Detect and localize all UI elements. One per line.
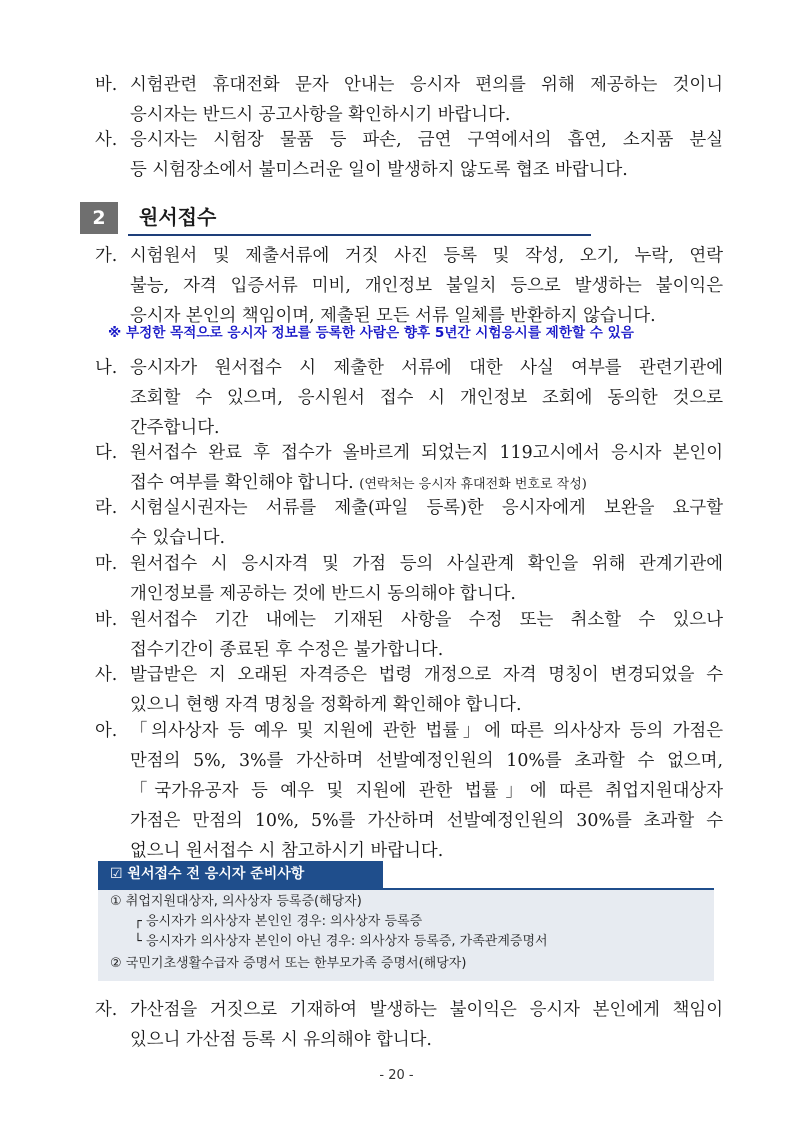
list-item-a: [95, 716, 723, 866]
item-marker: 나.: [95, 358, 118, 378]
prep-box-row: ② 국민기초생활수급자 증명서 또는 한부모가족 증명서(해당자): [110, 956, 467, 971]
item-marker: 사.: [95, 665, 118, 685]
list-item-ga: [95, 241, 723, 331]
item-marker: 자.: [95, 1000, 118, 1020]
item-marker: 바.: [95, 610, 118, 630]
item-line: 시험관련 휴대전화 문자 안내는 응시자 편의를 위해 제공하는 것이니: [130, 75, 723, 95]
prep-box-row: └ 응시자가 의사상자 본인이 아닌 경우: 의사상자 등록증, 가족관계증명서: [134, 934, 548, 949]
item-line: 가점은 만점의 10%, 5%를 가산하며 선발예정인원의 30%를 초과할 수: [130, 811, 723, 831]
item-line: 있으니 현행 자격 명칭을 정확하게 확인해야 합니다.: [130, 695, 522, 715]
item-line: 접수기간이 종료된 후 수정은 불가합니다.: [130, 640, 444, 660]
prep-box-title: ☑ 원서접수 전 응시자 준비사항: [98, 861, 383, 888]
list-item-sa-intro: [95, 125, 723, 185]
item-line: 시험원서 및 제출서류에 거짓 사진 등록 및 작성, 오기, 누락, 연락: [130, 246, 723, 266]
item-marker: 가.: [95, 246, 118, 266]
item-line: 원서접수 기간 내에는 기재된 사항을 수정 또는 취소할 수 있으나: [130, 610, 723, 630]
warning-note: ※ 부정한 목적으로 응시자 정보를 등록한 사람은 향후 5년간 시험응시를 제한할 수 있음: [108, 325, 634, 341]
list-item-ja: [95, 995, 723, 1055]
item-line: 응시자 본인의 책임이며, 제출된 모든 서류 일체를 반환하지 않습니다.: [130, 306, 656, 326]
item-line: 원서접수 완료 후 접수가 올바르게 되었는지 119고시에서 응시자 본인이: [130, 443, 723, 463]
list-item-na: [95, 353, 723, 443]
item-line: 간주합니다.: [130, 418, 220, 438]
section-number: 2: [80, 202, 118, 234]
item-line: 응시자는 시험장 물품 등 파손, 금연 구역에서의 흡연, 소지품 분실: [130, 130, 723, 150]
item-marker: 다.: [95, 443, 118, 463]
item-line: 「국가유공자 등 예우 및 지원에 관한 법률」에 따른 취업지원대상자: [130, 781, 723, 801]
prep-box: [98, 888, 714, 981]
item-line: 없으니 원서접수 시 참고하시기 바랍니다.: [130, 841, 444, 861]
item-line: 있으니 가산점 등록 시 유의해야 합니다.: [130, 1030, 432, 1050]
item-line: 응시자가 원서접수 시 제출한 서류에 대한 사실 여부를 관련기관에: [130, 358, 723, 378]
list-item-ma: [95, 549, 723, 609]
item-marker: 사.: [95, 130, 118, 150]
item-line: 「의사상자 등 예우 및 지원에 관한 법률」에 따른 의사상자 등의 가점은: [130, 721, 723, 741]
prep-box-row: ┌ 응시자가 의사상자 본인인 경우: 의사상자 등록증: [134, 914, 423, 929]
list-item-sa: [95, 660, 723, 720]
list-item-ba: [95, 605, 723, 665]
page-number: - 20 -: [379, 1068, 414, 1083]
item-line: 접수 여부를 확인해야 합니다.: [130, 473, 354, 493]
item-marker: 아.: [95, 721, 118, 741]
item-line: 개인정보를 제공하는 것에 반드시 동의해야 합니다.: [130, 584, 516, 604]
item-line: 수 있습니다.: [130, 528, 226, 548]
item-line: 시험실시권자는 서류를 제출(파일 등록)한 응시자에게 보완을 요구할: [130, 498, 723, 518]
item-line: 만점의 5%, 3%를 가산하며 선발예정인원의 10%를 초과할 수 없으며,: [130, 751, 723, 771]
list-item-ba-intro: [95, 70, 723, 130]
item-marker: 라.: [95, 498, 118, 518]
item-small-note: (연락처는 응시자 휴대전화 번호로 작성): [359, 477, 587, 492]
item-line: 원서접수 시 응시자격 및 가점 등의 사실관계 확인을 위해 관계기관에: [130, 554, 723, 574]
section-underline: [128, 234, 591, 236]
list-item-ra: [95, 493, 723, 553]
list-item-da: [95, 438, 723, 500]
item-line: 불능, 자격 입증서류 미비, 개인정보 불일치 등으로 발생하는 불이익은: [130, 276, 723, 296]
item-marker: 마.: [95, 554, 118, 574]
item-line: 발급받은 지 오래된 자격증은 법령 개정으로 자격 명칭이 변경되었을 수: [130, 665, 723, 685]
prep-box-row: ① 취업지원대상자, 의사상자 등록증(해당자): [110, 894, 362, 909]
item-line: 등 시험장소에서 불미스러운 일이 발생하지 않도록 협조 바랍니다.: [130, 160, 628, 180]
item-marker: 바.: [95, 75, 118, 95]
section-title: 원서접수: [139, 205, 217, 229]
item-line: 응시자는 반드시 공고사항을 확인하시기 바랍니다.: [130, 105, 511, 125]
item-line: 가산점을 거짓으로 기재하여 발생하는 불이익은 응시자 본인에게 책임이: [130, 1000, 723, 1020]
item-line: 조회할 수 있으며, 응시원서 접수 시 개인정보 조회에 동의한 것으로: [130, 388, 723, 408]
